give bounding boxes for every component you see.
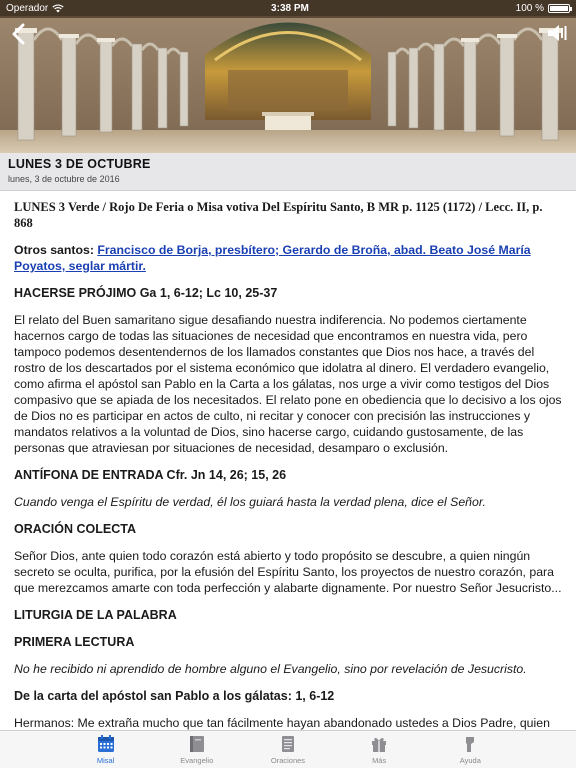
- status-left: [6, 3, 64, 14]
- carrier-label: Operador: [6, 2, 49, 14]
- battery-percent: 100 %: [515, 2, 544, 14]
- reading-source: De la carta del apóstol san Pablo a los gálatas: 1, 6-12: [14, 689, 335, 703]
- chevron-left-icon: [11, 23, 25, 45]
- tab-evangelio[interactable]: [167, 732, 227, 768]
- calendar-icon: [96, 734, 116, 754]
- status-bar: [0, 0, 576, 16]
- liturgy-content[interactable]: [0, 191, 576, 730]
- church-interior-illustration: [0, 0, 576, 153]
- collect-prayer-text: Señor Dios, ante quien todo corazón está abierto y todo propósito se descubre, a quien ningún secreto se oculta, purifica, por la efusión del Espíritu Santo, los proyectos de nuestro corazón, para que merezcamos amarte con toda perfección y alabarte dignamente. Por nuestro Señor Jesucristo...: [14, 549, 562, 595]
- battery-icon: [548, 4, 570, 13]
- header-banner-image: [0, 0, 576, 153]
- speaker-icon: [546, 22, 568, 44]
- section-heading-primera-lectura: PRIMERA LECTURA: [14, 635, 135, 649]
- date-header: [0, 153, 576, 191]
- tab-oraciones[interactable]: [258, 732, 318, 768]
- status-time: 3:38 PM: [271, 2, 309, 14]
- reading-intro: No he recibido ni aprendido de hombre alguno el Evangelio, sino por revelación de Jesucristo.: [14, 662, 527, 676]
- section-heading-hacerse-projimo: HACERSE PRÓJIMO Ga 1, 6-12; Lc 10, 25-37: [14, 286, 278, 300]
- reflection-paragraph: El relato del Buen samaritano sigue desafiando nuestra indiferencia. No podemos ciertamente hacernos cargo de todas las situaciones de necesidad que encontramos en nuestra vida, pero tampoco podemos desentendernos de los llamados constantes que Dios nos hace, a través del rostro de los descartados por el sistema económico que idolatra al dinero. El verdadero evangelio, como afirma el apóstol san Pablo en la Carta a los gálatas, nos urge a vivir como testigos del Dios compasivo que se apiada de los necesitados. El relato pone en obediencia que lo decisivo a los ojos de Dios no es participar en actos de culto, ni recitar y conocer con precisión las instrucciones y mandatos relativos a la voluntad de Dios, sino hacerse cargo, cuidando gustosamente, de las personas que atraviesan por situaciones de necesidad, desamparo o exclusión.: [14, 313, 562, 455]
- battery-fill: [550, 6, 568, 11]
- tab-label: Oraciones: [270, 756, 306, 765]
- speaker-button[interactable]: [546, 22, 568, 44]
- tab-label: Ayuda: [459, 756, 481, 765]
- section-heading-antifona: ANTÍFONA DE ENTRADA Cfr. Jn 14, 26; 15, 26: [14, 468, 287, 482]
- antiphon-text: Cuando venga el Espíritu de verdad, él los guiará hasta la verdad plena, dice el Señor.: [14, 495, 486, 509]
- book-icon: [187, 734, 207, 754]
- day-title: LUNES 3 DE OCTUBRE: [8, 157, 151, 171]
- other-saints-label: Otros santos:: [14, 243, 94, 257]
- other-saints-link[interactable]: Francisco de Borja, presbítero; Gerardo de Broña, abad. Beato José María Poyatos, seglar mártir.: [14, 243, 531, 273]
- tab-misal[interactable]: [76, 732, 136, 768]
- status-right: [516, 3, 570, 14]
- other-saints: [14, 242, 562, 274]
- reading-paragraph-1: Hermanos: Me extraña mucho que tan fácilmente hayan abandonado ustedes a Dios Padre, quien: [14, 716, 550, 730]
- help-icon: [460, 734, 480, 754]
- section-heading-oracion: ORACIÓN COLECTA: [14, 522, 136, 536]
- back-button[interactable]: [6, 20, 30, 48]
- liturgy-lead: LUNES 3 Verde / Rojo De Feria o Misa votiva Del Espíritu Santo, B MR p. 1125 (1172) / Lecc. II, p. 868: [14, 200, 543, 230]
- document-icon: [278, 734, 298, 754]
- tab-ayuda[interactable]: [440, 732, 500, 768]
- tab-label: Evangelio: [180, 756, 214, 765]
- gift-icon: [369, 734, 389, 754]
- tab-mas[interactable]: [349, 732, 409, 768]
- tab-label: Misal: [96, 756, 115, 765]
- day-subtitle: lunes, 3 de octubre de 2016: [8, 174, 120, 184]
- section-heading-liturgia: LITURGIA DE LA PALABRA: [14, 608, 177, 622]
- tab-bar: [0, 730, 576, 768]
- tab-label: Más: [372, 756, 387, 765]
- wifi-icon: [52, 4, 64, 13]
